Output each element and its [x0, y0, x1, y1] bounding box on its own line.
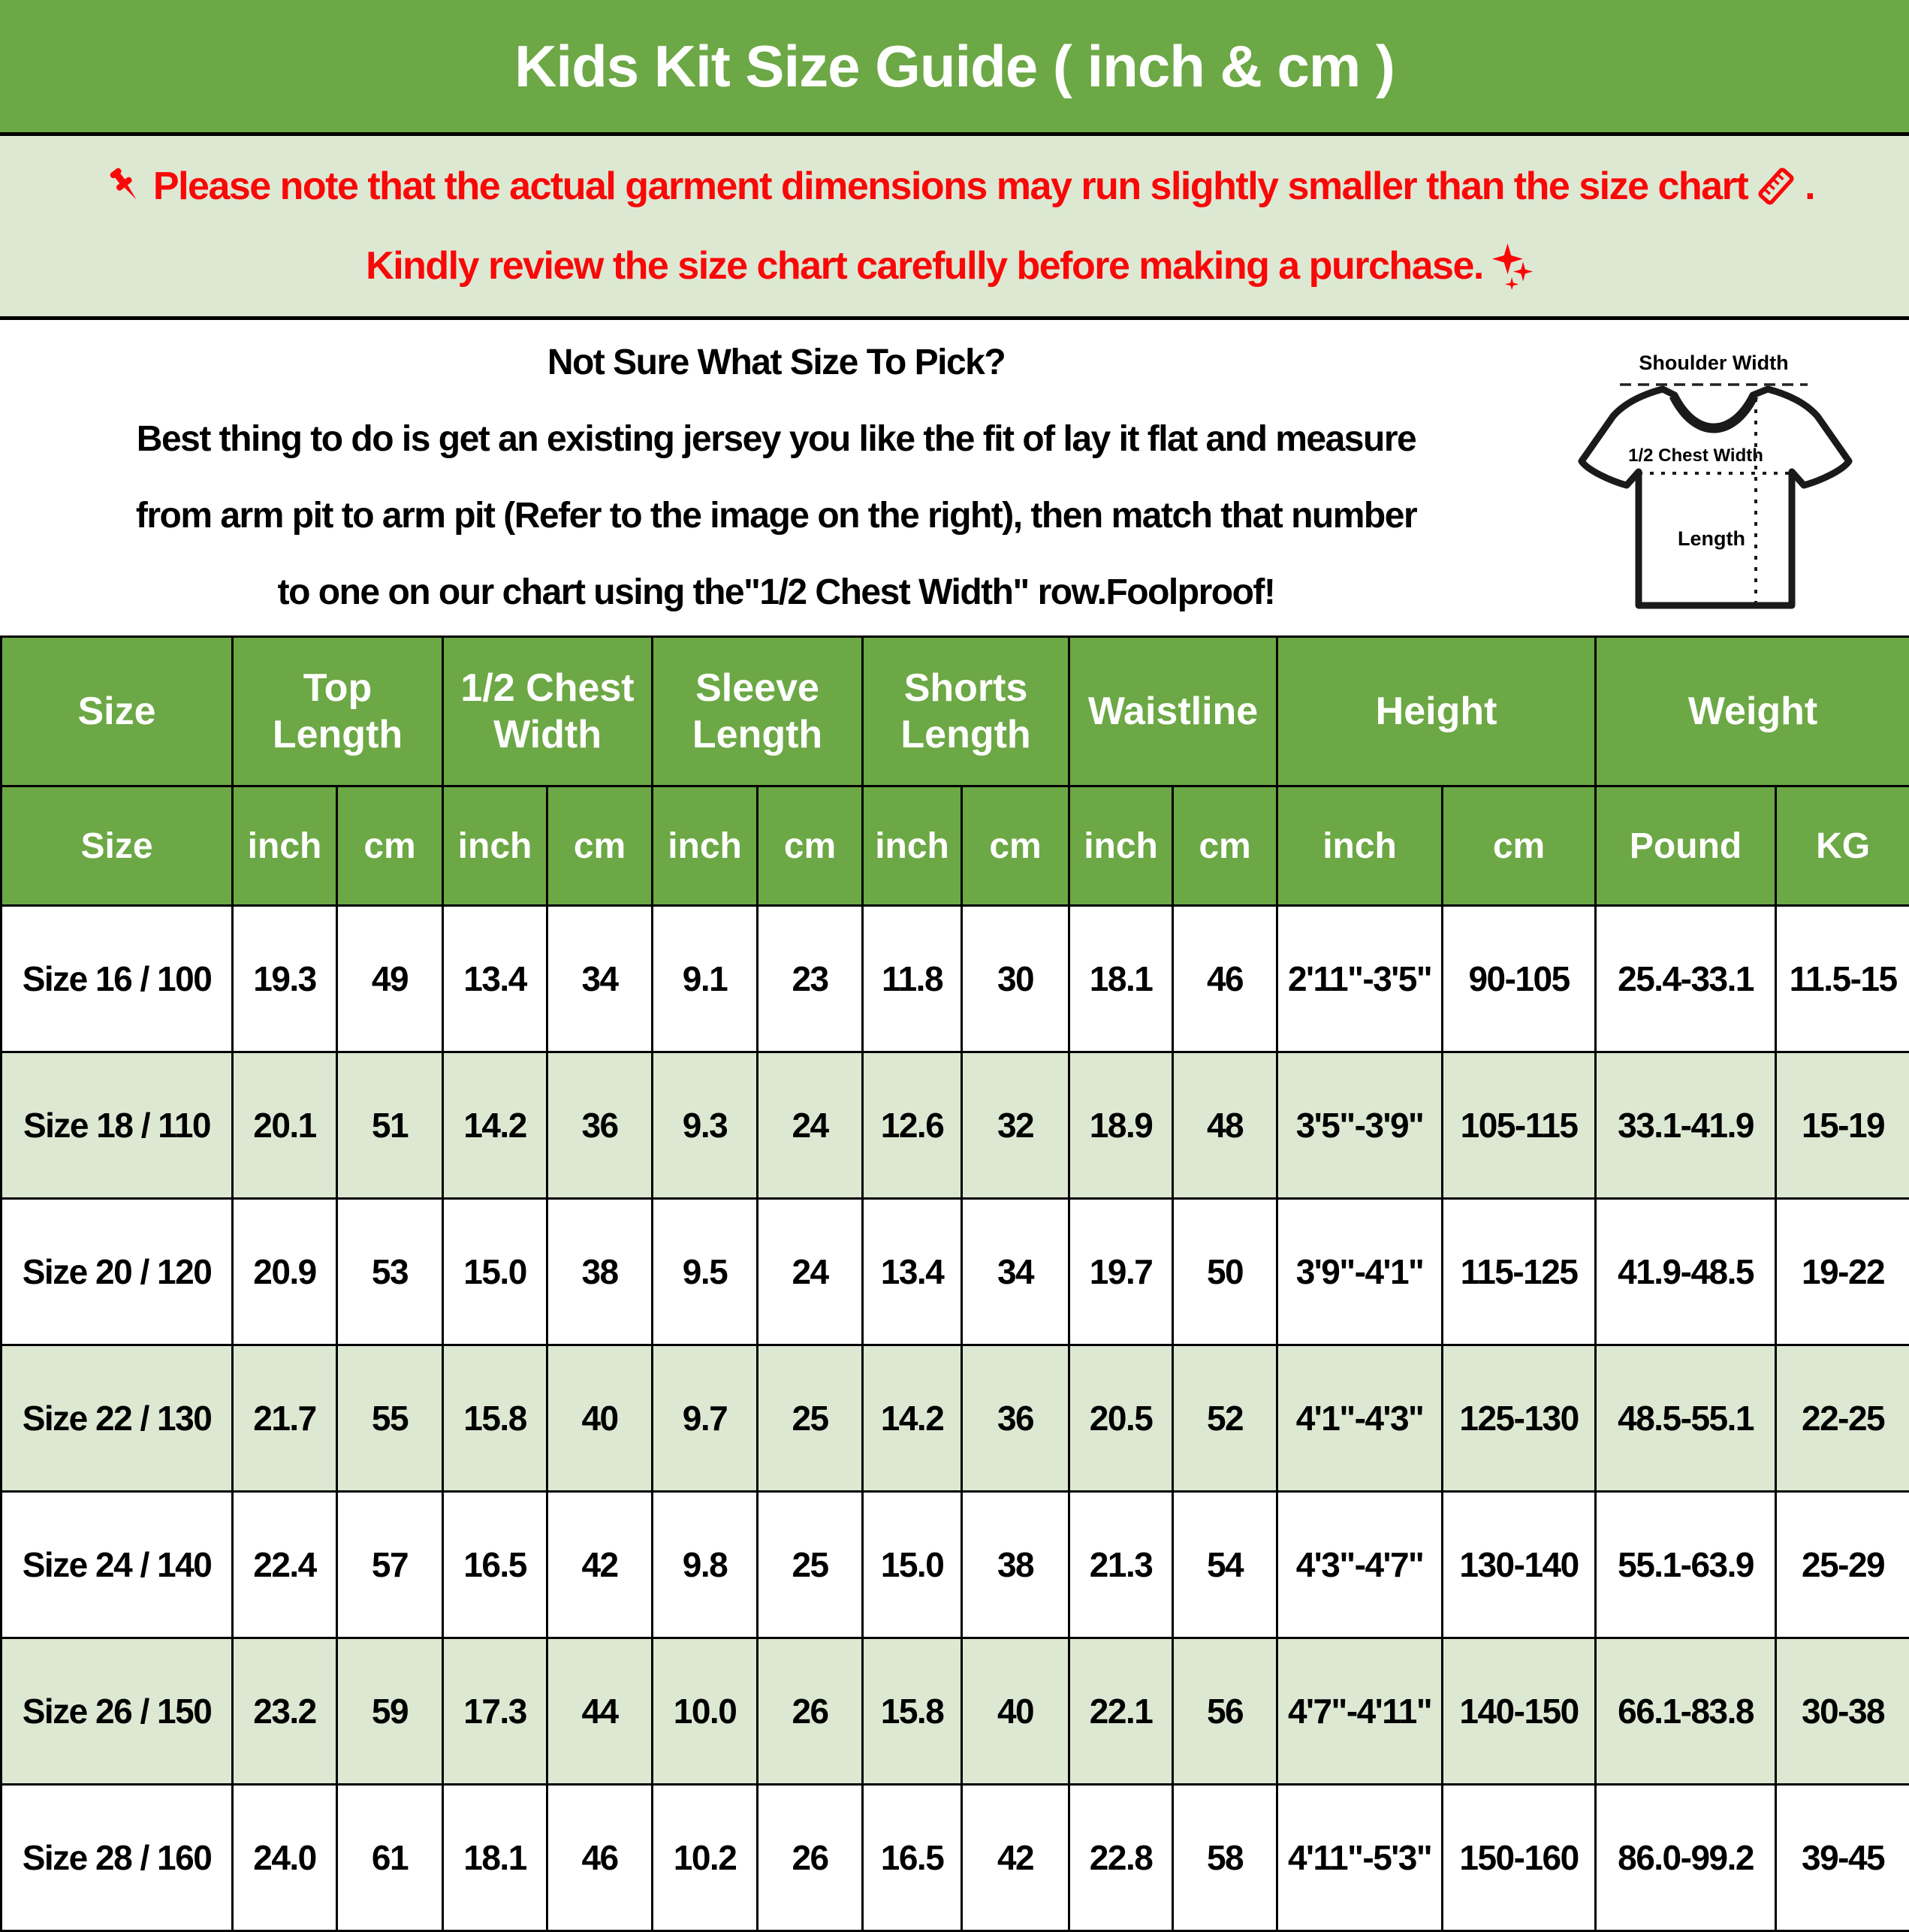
- table-row: [2, 1638, 1909, 1785]
- subheader-cell: inch: [653, 786, 758, 906]
- table-row: [2, 1492, 1909, 1638]
- value-cell: 57: [337, 1492, 443, 1638]
- value-cell: 15.0: [863, 1492, 962, 1638]
- value-cell: 53: [337, 1199, 443, 1345]
- size-cell: Size 24 / 140: [2, 1492, 233, 1638]
- value-cell: 24: [758, 1052, 863, 1199]
- value-cell: 42: [962, 1785, 1069, 1931]
- value-cell: 22.8: [1069, 1785, 1173, 1931]
- value-cell: 46: [1173, 906, 1277, 1052]
- value-cell: 16.5: [443, 1492, 547, 1638]
- value-cell: 19.7: [1069, 1199, 1173, 1345]
- pushpin-icon: [102, 165, 146, 208]
- value-cell: 19.3: [233, 906, 337, 1052]
- value-cell: 4'7"-4'11": [1277, 1638, 1443, 1785]
- subheader-cell: cm: [337, 786, 443, 906]
- value-cell: 18.1: [443, 1785, 547, 1931]
- value-cell: 17.3: [443, 1638, 547, 1785]
- value-cell: 34: [547, 906, 653, 1052]
- table-row: [2, 906, 1909, 1052]
- table-row: [2, 1052, 1909, 1199]
- info-line-1: Not Sure What Size To Pick?: [547, 343, 1006, 382]
- value-cell: 23.2: [233, 1638, 337, 1785]
- value-cell: 49: [337, 906, 443, 1052]
- value-cell: 39-45: [1776, 1785, 1909, 1931]
- value-cell: 59: [337, 1638, 443, 1785]
- subheader-cell: cm: [1443, 786, 1596, 906]
- table-row: [2, 1345, 1909, 1492]
- size-cell: Size 20 / 120: [2, 1199, 233, 1345]
- size-table: [0, 635, 1909, 1932]
- value-cell: 9.7: [653, 1345, 758, 1492]
- value-cell: 11.8: [863, 906, 962, 1052]
- subheader-cell: cm: [962, 786, 1069, 906]
- value-cell: 50: [1173, 1199, 1277, 1345]
- value-cell: 19-22: [1776, 1199, 1909, 1345]
- value-cell: 26: [758, 1785, 863, 1931]
- subheader-cell: inch: [443, 786, 547, 906]
- size-cell: Size 18 / 110: [2, 1052, 233, 1199]
- value-cell: 115-125: [1443, 1199, 1596, 1345]
- value-cell: 10.0: [653, 1638, 758, 1785]
- value-cell: 55: [337, 1345, 443, 1492]
- subheader-cell: cm: [758, 786, 863, 906]
- info-section: [0, 320, 1909, 635]
- table-row: [2, 1785, 1909, 1931]
- table-body: [2, 906, 1909, 1931]
- value-cell: 66.1-83.8: [1596, 1638, 1776, 1785]
- value-cell: 21.7: [233, 1345, 337, 1492]
- note-line-2: [366, 226, 1543, 306]
- value-cell: 22-25: [1776, 1345, 1909, 1492]
- subheader-cell: cm: [1173, 786, 1277, 906]
- subheader-cell: Pound: [1596, 786, 1776, 906]
- column-group-size: Size: [2, 637, 233, 786]
- value-cell: 3'5"-3'9": [1277, 1052, 1443, 1199]
- note-line-1-text: Please note that the actual garment dimensions may run slightly smaller than the size chart: [152, 165, 1748, 208]
- value-cell: 9.3: [653, 1052, 758, 1199]
- value-cell: 26: [758, 1638, 863, 1785]
- title-bar: [0, 0, 1909, 136]
- value-cell: 86.0-99.2: [1596, 1785, 1776, 1931]
- value-cell: 3'9"-4'1": [1277, 1199, 1443, 1345]
- value-cell: 9.1: [653, 906, 758, 1052]
- info-line-4: to one on our chart using the"1/2 Chest Width" row.Foolproof!: [277, 572, 1275, 612]
- value-cell: 25-29: [1776, 1492, 1909, 1638]
- sparkles-icon: [1491, 242, 1536, 290]
- column-group-top-length: Top Length: [233, 637, 443, 786]
- sizing-instructions: [0, 325, 1545, 631]
- value-cell: 30: [962, 906, 1069, 1052]
- subheader-cell: KG: [1776, 786, 1909, 906]
- info-line-3: from arm pit to arm pit (Refer to the image on the right), then match that number: [135, 496, 1417, 536]
- value-cell: 20.5: [1069, 1345, 1173, 1492]
- value-cell: 18.1: [1069, 906, 1173, 1052]
- value-cell: 4'3"-4'7": [1277, 1492, 1443, 1638]
- value-cell: 25.4-33.1: [1596, 906, 1776, 1052]
- value-cell: 125-130: [1443, 1345, 1596, 1492]
- size-cell: Size 28 / 160: [2, 1785, 233, 1931]
- value-cell: 54: [1173, 1492, 1277, 1638]
- size-cell: Size 22 / 130: [2, 1345, 233, 1492]
- column-group-height: Height: [1277, 637, 1596, 786]
- value-cell: 4'11"-5'3": [1277, 1785, 1443, 1931]
- subheader-cell: Size: [2, 786, 233, 906]
- note-line-1-punct: .: [1805, 165, 1815, 208]
- value-cell: 40: [547, 1345, 653, 1492]
- value-cell: 38: [547, 1199, 653, 1345]
- size-cell: Size 26 / 150: [2, 1638, 233, 1785]
- subheader-cell: inch: [863, 786, 962, 906]
- value-cell: 30-38: [1776, 1638, 1909, 1785]
- column-group-half-chest-width: 1/2 Chest Width: [443, 637, 653, 786]
- value-cell: 22.1: [1069, 1638, 1173, 1785]
- length-label: Length: [1678, 527, 1745, 550]
- value-cell: 150-160: [1443, 1785, 1596, 1931]
- group-header-row: [2, 637, 1909, 786]
- value-cell: 20.1: [233, 1052, 337, 1199]
- value-cell: 55.1-63.9: [1596, 1492, 1776, 1638]
- value-cell: 32: [962, 1052, 1069, 1199]
- value-cell: 61: [337, 1785, 443, 1931]
- value-cell: 11.5-15: [1776, 906, 1909, 1052]
- value-cell: 20.9: [233, 1199, 337, 1345]
- value-cell: 22.4: [233, 1492, 337, 1638]
- table-row: [2, 1199, 1909, 1345]
- value-cell: 14.2: [443, 1052, 547, 1199]
- tshirt-diagram: [1545, 326, 1909, 630]
- value-cell: 24.0: [233, 1785, 337, 1931]
- value-cell: 36: [547, 1052, 653, 1199]
- value-cell: 40: [962, 1638, 1069, 1785]
- value-cell: 36: [962, 1345, 1069, 1492]
- note-line-2-text: Kindly review the size chart carefully before making a purchase.: [366, 244, 1483, 288]
- value-cell: 130-140: [1443, 1492, 1596, 1638]
- value-cell: 9.5: [653, 1199, 758, 1345]
- size-cell: Size 16 / 100: [2, 906, 233, 1052]
- value-cell: 105-115: [1443, 1052, 1596, 1199]
- value-cell: 56: [1173, 1638, 1277, 1785]
- note-line-1: [95, 146, 1814, 226]
- value-cell: 52: [1173, 1345, 1277, 1492]
- column-group-waistline: Waistline: [1069, 637, 1277, 786]
- value-cell: 41.9-48.5: [1596, 1199, 1776, 1345]
- value-cell: 15.8: [863, 1638, 962, 1785]
- value-cell: 14.2: [863, 1345, 962, 1492]
- value-cell: 12.6: [863, 1052, 962, 1199]
- value-cell: 18.9: [1069, 1052, 1173, 1199]
- value-cell: 25: [758, 1345, 863, 1492]
- value-cell: 34: [962, 1199, 1069, 1345]
- value-cell: 15-19: [1776, 1052, 1909, 1199]
- value-cell: 13.4: [443, 906, 547, 1052]
- shoulder-width-label: Shoulder Width: [1639, 351, 1789, 374]
- value-cell: 48.5-55.1: [1596, 1345, 1776, 1492]
- value-cell: 24: [758, 1199, 863, 1345]
- value-cell: 33.1-41.9: [1596, 1052, 1776, 1199]
- column-group-sleeve-length: Sleeve Length: [653, 637, 863, 786]
- subheader-cell: inch: [233, 786, 337, 906]
- value-cell: 38: [962, 1492, 1069, 1638]
- value-cell: 13.4: [863, 1199, 962, 1345]
- note-bar: [0, 136, 1909, 320]
- value-cell: 15.8: [443, 1345, 547, 1492]
- value-cell: 140-150: [1443, 1638, 1596, 1785]
- subheader-cell: inch: [1069, 786, 1173, 906]
- column-group-shorts-length: Shorts Length: [863, 637, 1069, 786]
- page-title: Kids Kit Size Guide ( inch & cm ): [514, 32, 1395, 99]
- tshirt-outline: [1582, 389, 1849, 605]
- column-group-weight: Weight: [1596, 637, 1909, 786]
- value-cell: 25: [758, 1492, 863, 1638]
- value-cell: 90-105: [1443, 906, 1596, 1052]
- value-cell: 42: [547, 1492, 653, 1638]
- subheader-cell: inch: [1277, 786, 1443, 906]
- value-cell: 44: [547, 1638, 653, 1785]
- info-line-2: Best thing to do is get an existing jersey you like the fit of lay it flat and measure: [136, 419, 1416, 459]
- subheader-row: [2, 786, 1909, 906]
- value-cell: 4'1"-4'3": [1277, 1345, 1443, 1492]
- value-cell: 10.2: [653, 1785, 758, 1931]
- value-cell: 23: [758, 906, 863, 1052]
- subheader-cell: cm: [547, 786, 653, 906]
- value-cell: 51: [337, 1052, 443, 1199]
- value-cell: 58: [1173, 1785, 1277, 1931]
- half-chest-width-label: 1/2 Chest Width: [1628, 445, 1763, 466]
- value-cell: 48: [1173, 1052, 1277, 1199]
- value-cell: 16.5: [863, 1785, 962, 1931]
- value-cell: 2'11"-3'5": [1277, 906, 1443, 1052]
- value-cell: 46: [547, 1785, 653, 1931]
- value-cell: 21.3: [1069, 1492, 1173, 1638]
- value-cell: 15.0: [443, 1199, 547, 1345]
- value-cell: 9.8: [653, 1492, 758, 1638]
- ruler-icon: [1755, 165, 1797, 207]
